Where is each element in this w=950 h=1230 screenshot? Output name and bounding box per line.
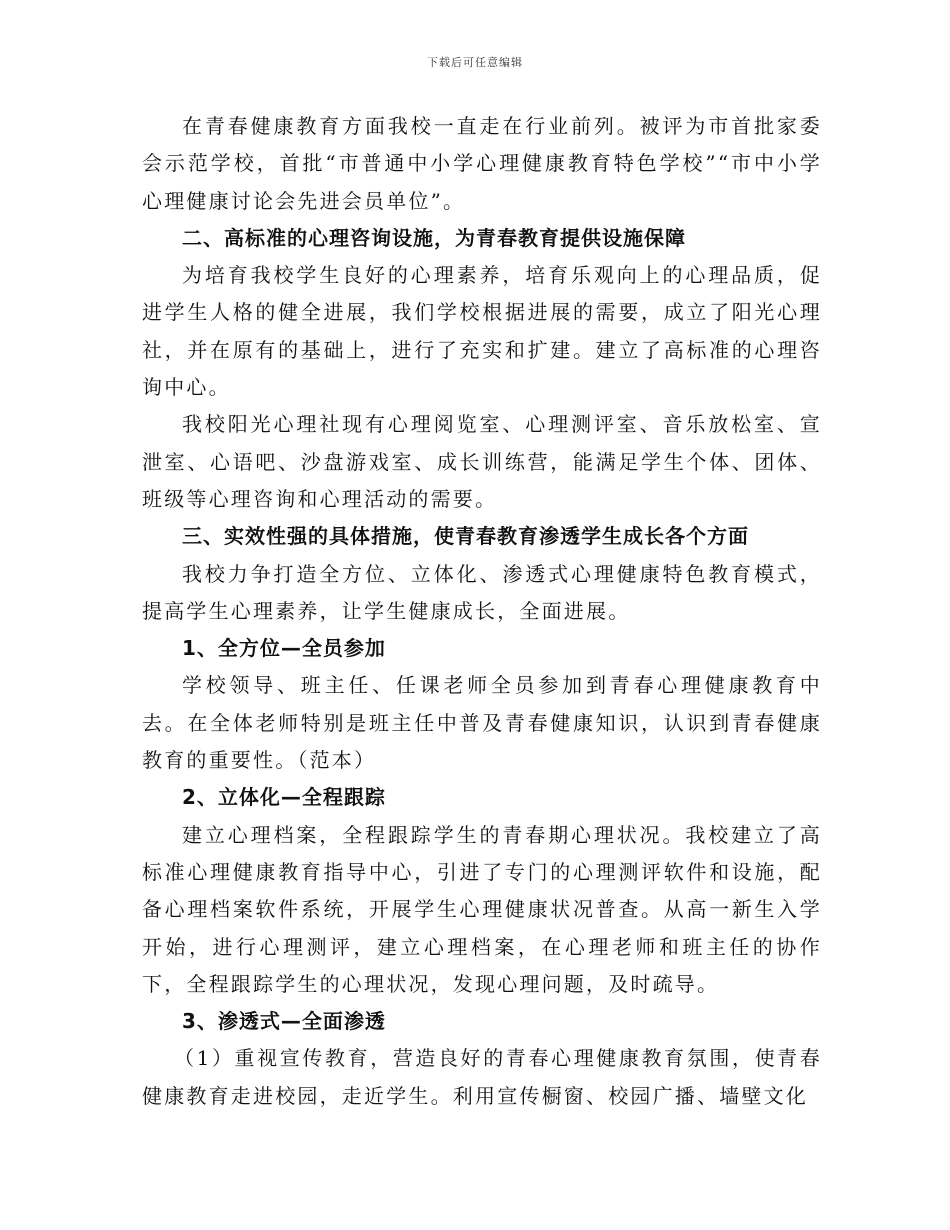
paragraph-tracking: 建立心理档案，全程跟踪学生的青春期心理状况。我校建立了高标准心理健康教育指导中心，引进了专门的心理测评软件和设施，配备心理档案软件系统，开展学生心理健康状况普查。从高一新生入学开始，进行心理测评，建立心理档案，在心理老师和班主任的协作下，全程跟踪学生的心理状况，发现心理问题，及时疏导。 [142,822,822,996]
paragraph-rooms: 我校阳光心理社现有心理阅览室、心理测评室、音乐放松室、宣泄室、心语吧、沙盘游戏室、成长训练营，能满足学生个体、团体、班级等心理咨询和心理活动的需要。 [142,412,822,511]
paragraph-publicity: （1）重视宣传教育，营造良好的青春心理健康教育氛围，使青春健康教育走进校园，走近学生。利用宣传橱窗、校园广播、墙壁文化 [142,1046,822,1108]
subheading-3-3: 3、渗透式—全面渗透 [182,1009,386,1034]
paragraph-honors: 在青春健康教育方面我校一直走在行业前列。被评为市首批家委会示范学校，首批“市普通中小学心理健康教育特色学校”“市中小学心理健康讨论会先进会员单位”。 [142,114,822,213]
subheading-3-1: 1、全方位—全员参加 [182,636,386,661]
section-heading-2: 二、高标准的心理咨询设施，为青春教育提供设施保障 [182,225,686,250]
document-body [142,108,822,1115]
paragraph-participation: 学校领导、班主任、任课老师全员参加到青春心理健康教育中去。在全体老师特别是班主任中普及青春健康知识，认识到青春健康教育的重要性。（范本） [142,673,822,773]
subheading-3-2: 2、立体化—全程跟踪 [182,785,386,810]
page-header-note: 下载后可任意编辑 [427,56,523,69]
paragraph-facilities: 为培育我校学生良好的心理素养，培育乐观向上的心理品质，促进学生人格的健全进展，我们学校根据进展的需要，成立了阳光心理社，并在原有的基础上，进行了充实和扩建。建立了高标准的心理咨询中心。 [142,263,822,400]
section-heading-3: 三、实效性强的具体措施，使青春教育渗透学生成长各个方面 [182,524,749,549]
paragraph-model: 我校力争打造全方位、立体化、渗透式心理健康特色教育模式，提高学生心理素养，让学生健康成长，全面进展。 [142,561,822,623]
